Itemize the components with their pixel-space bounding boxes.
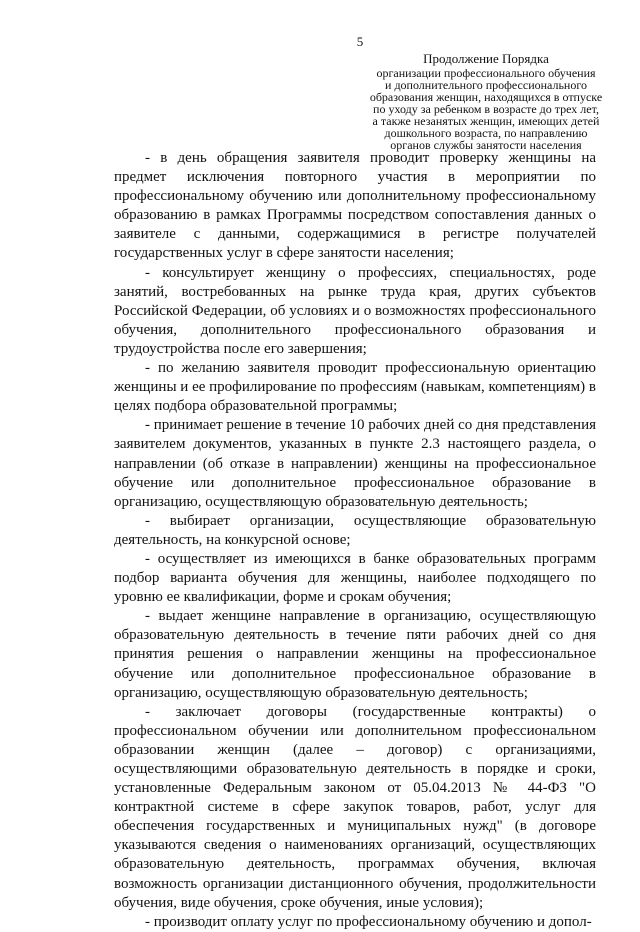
paragraph-orientation: - по желанию заявителя проводит профессиональную ориентацию женщины и ее профилирование по профессиям (навыкам, компетенциям) в целях подбора образовательной программы;: [114, 360, 596, 415]
page-number: 5: [356, 34, 364, 49]
paragraph-payment: - производит оплату услуг по профессиональному обучению и допол-: [145, 913, 592, 930]
header-line: по уходу за ребенком в возрасте до трех лет,: [373, 102, 599, 116]
paragraph-consult: - консультирует женщину о профессиях, специальностях, роде занятий, востребованных на рынке труда края, других субъектов Российской Федерации, об условиях и о возможностях профессионального обучения, дополнительного профессионального образования и трудоустройства после его завершения;: [114, 264, 596, 357]
paragraph-select-organizations: - выбирает организации, осуществляющие образовательную деятельность, на конкурсной основе;: [114, 512, 596, 548]
paragraph-issue-referral: - выдает женщине направление в организацию, осуществляющую образовательную деятельность в течение пяти рабочих дней со дня принятия решения о направлении женщины на профессиональное обучение или дополнительное профессиональное образование в организацию, осуществляющую образовательную деятельность;: [114, 608, 596, 701]
header-line: дошкольного возраста, по направлению: [384, 126, 588, 140]
header-title: Продолжение Порядка: [423, 51, 549, 66]
header-line: организации профессионального обучения: [376, 66, 596, 80]
paragraph-contracts: - заключает договоры (государственные контракты) о профессиональном обучении или дополнительном профессиональном образовании женщин (далее – договор) с организациями, осуществляющими образовательную деятельность в порядке и сроки, установленные Федеральным законом от 05.04.2013 № 44-ФЗ "О контрактной системе в сфере закупок товаров, работ, услуг для обеспечения государственных и муниципальных нужд" (в договоре указываются сведения о наименованиях организаций, осуществляющих образовательную деятельность, программах обучения, включая возможность организации дистанционного обучения, продолжительности обучения, виде обучения, сроке обучения, иные условия);: [114, 703, 596, 911]
paragraph-decision: - принимает решение в течение 10 рабочих дней со дня представления заявителем документов, указанных в пункте 2.3 настоящего раздела, о направлении (об отказе в направлении) женщины на профессиональное обучение или дополнительное профессиональное образование в организацию, осуществляющую образовательную деятельность;: [114, 417, 596, 510]
header-line: органов службы занятости населения: [390, 138, 582, 152]
paragraph-select-program: - осуществляет из имеющихся в банке образовательных программ подбор варианта обучения для женщины, наиболее подходящего по уровню ее квалификации, форме и срокам обучения;: [114, 550, 596, 606]
header-line: образования женщин, находящихся в отпуске: [369, 90, 603, 104]
paragraph-check-participation: - в день обращения заявителя проводит проверку женщины на предмет исключения повторного участия в мероприятии по профессиональному обучению или дополнительному профессиональному образованию в рамках Программы посредством сопоставления данных о заявителе с данными, содержащимися в регистре получателей государственных услуг в сфере занятости населения;: [114, 150, 596, 262]
header-line: а также незанятых женщин, имеющих детей: [372, 114, 600, 128]
header-line: и дополнительного профессионального: [385, 78, 587, 92]
document-header: [352, 52, 620, 151]
document-body: [114, 149, 596, 932]
